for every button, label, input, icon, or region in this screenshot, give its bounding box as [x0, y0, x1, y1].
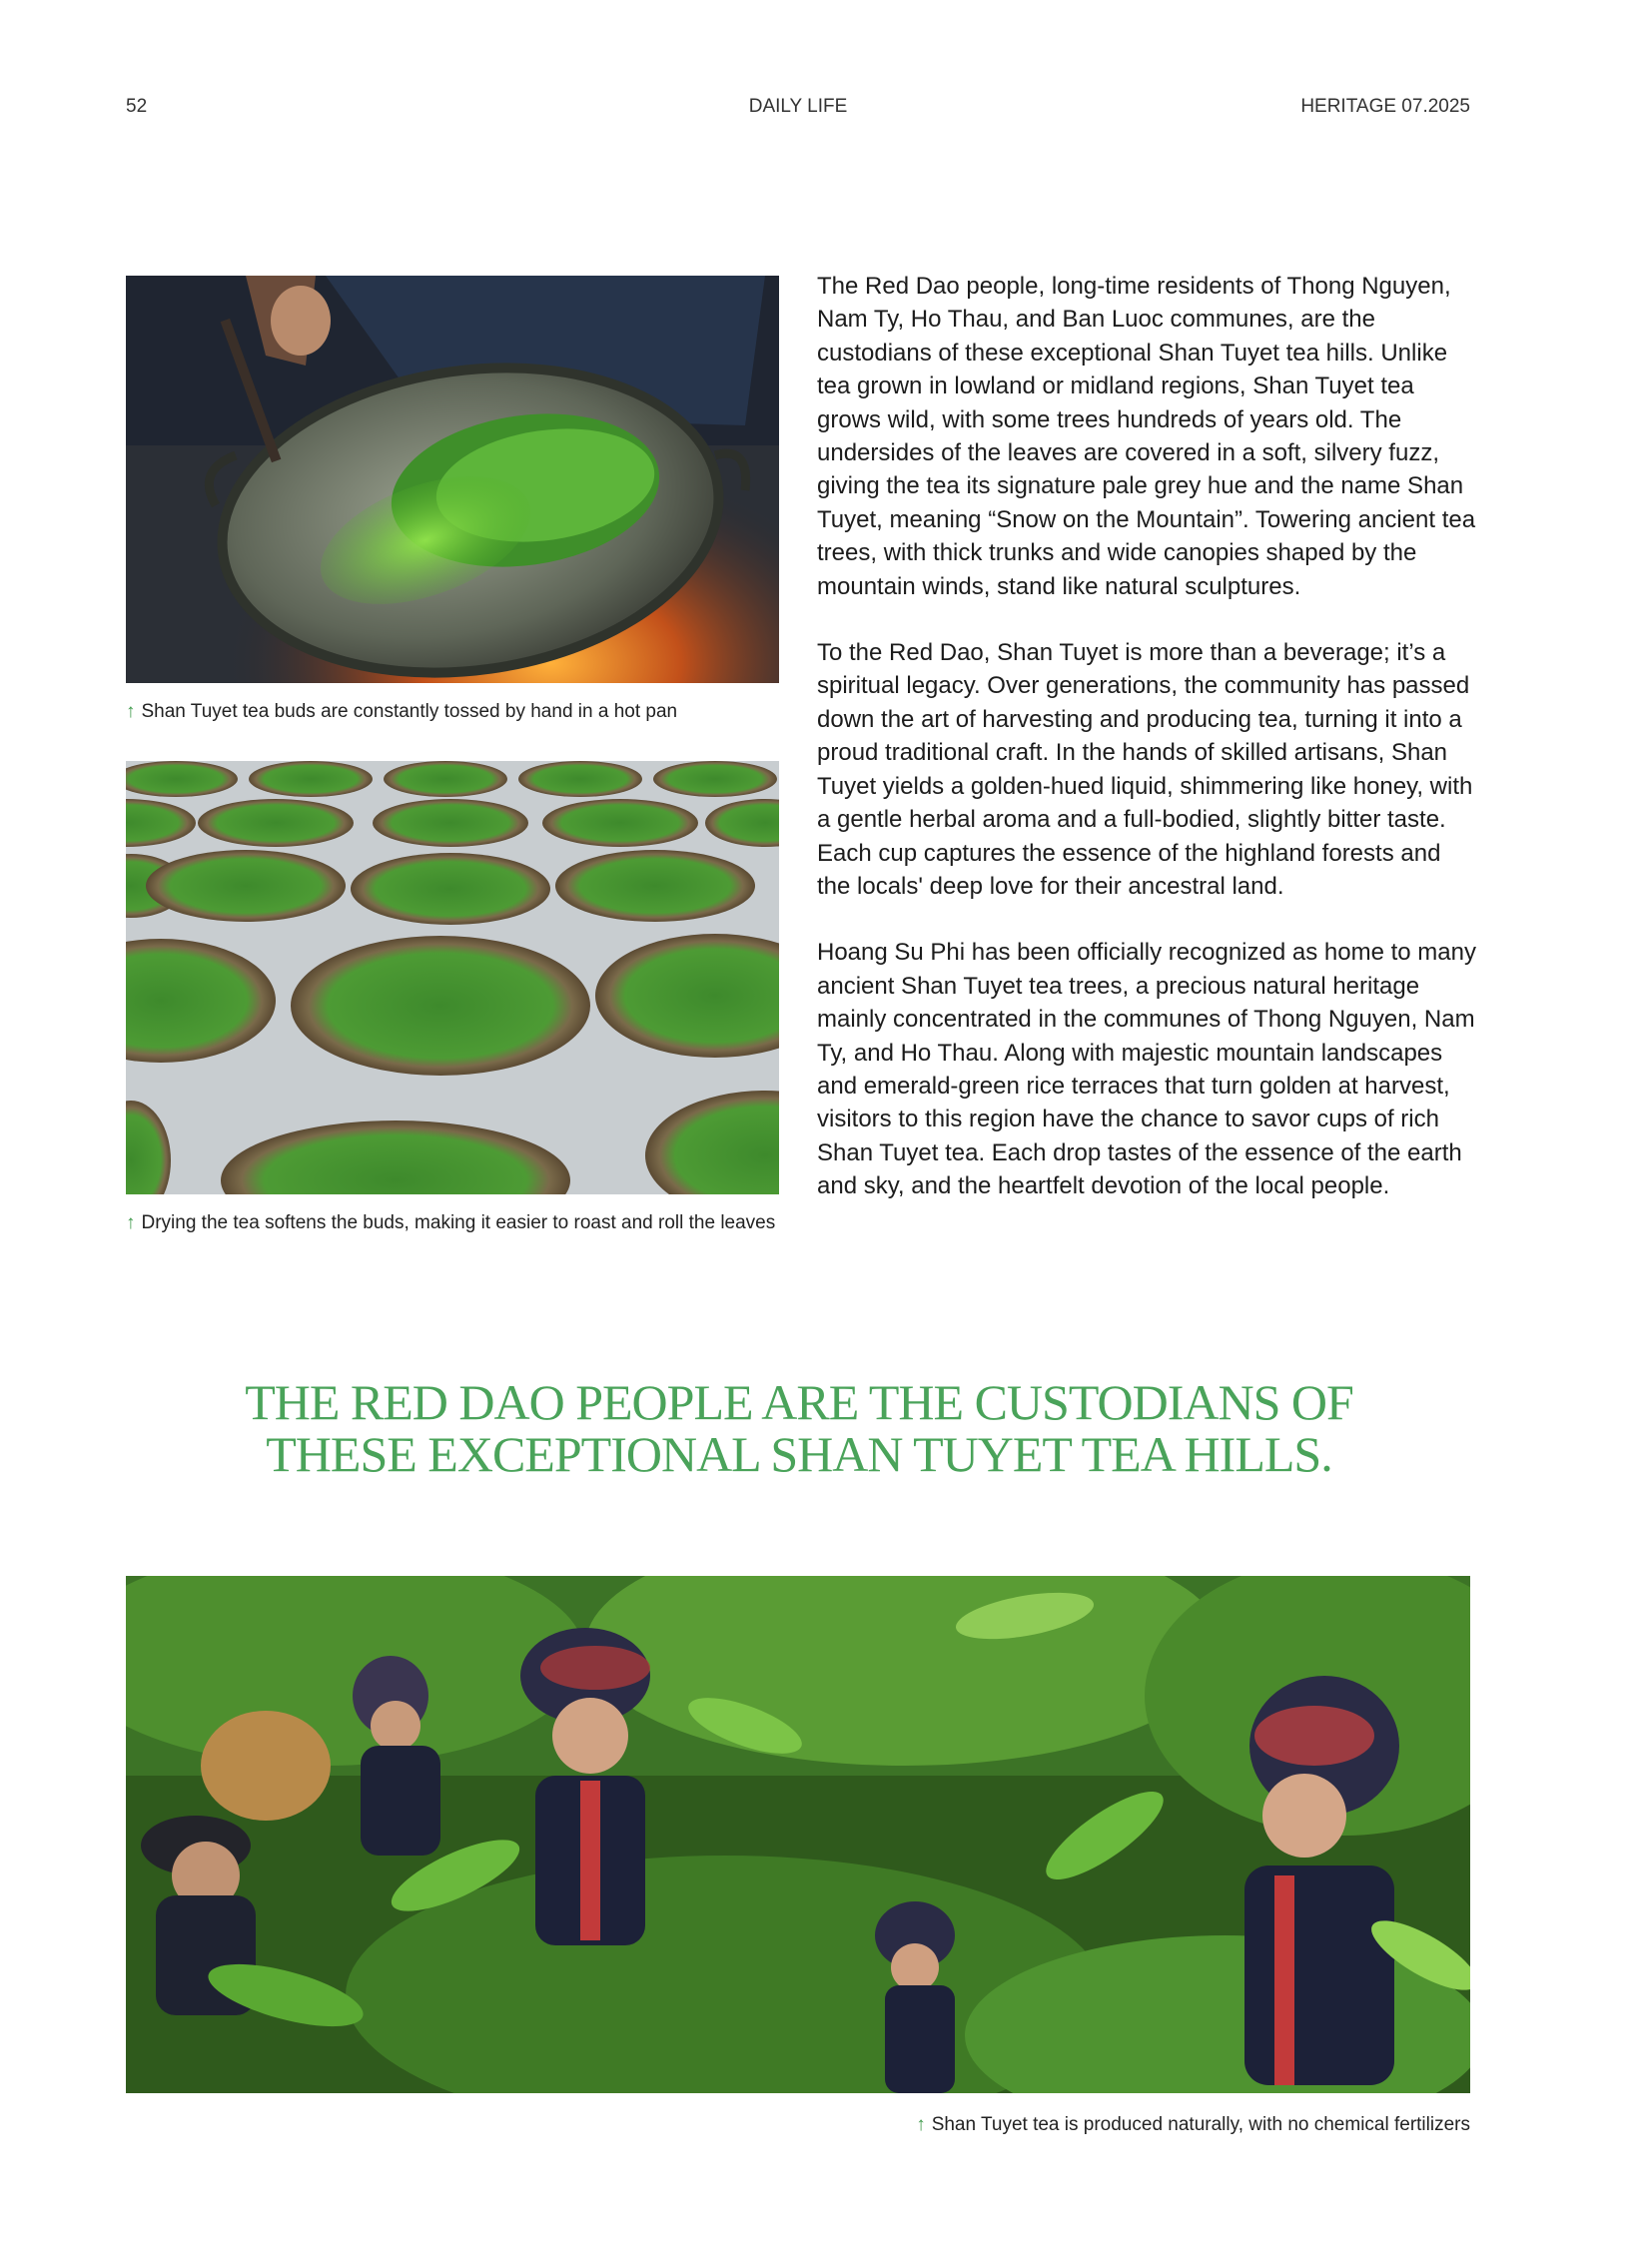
caption-tea-pan: ↑ Shan Tuyet tea buds are constantly tossed by hand in a hot pan — [126, 701, 678, 722]
photo-tea-pickers — [126, 1576, 1470, 2093]
pull-quote — [200, 1376, 1398, 1480]
photo-tea-pan — [126, 276, 779, 683]
article-body — [817, 270, 1476, 1236]
arrow-up-icon: ↑ — [916, 2114, 926, 2135]
arrow-up-icon: ↑ — [126, 1212, 136, 1233]
article-paragraph: The Red Dao people, long-time residents of Thong Nguyen, Nam Ty, Ho Thau, and Ban Luoc communes, are the custodians of these exceptional Shan Tuyet tea hills. Unlike tea grown in lowland or midland regions, Shan Tuyet tea grows wild, with some trees hundreds of years old. The undersides of the leaves are covered in a soft, silvery fuzz, giving the tea its signature pale grey hue and the name Shan Tuyet, meaning “Snow on the Mountain”. Towering ancient tea trees, with thick trunks and wide canopies shaped by the mountain winds, stand like natural sculptures. — [817, 273, 1476, 600]
article-paragraph: Hoang Su Phi has been officially recognized as home to many ancient Shan Tuyet tea trees, a precious natural heritage mainly concentrated in the communes of Thong Nguyen, Nam Ty, and Ho Thau. Along with majestic mountain landscapes and emerald-green rice terraces that turn golden at harvest, visitors to this region have the chance to savor cups of rich Shan Tuyet tea. Each drop tastes of the essence of the earth and sky, and the heartfelt devotion of the local people. — [817, 939, 1476, 1200]
caption-tea-pickers: ↑ Shan Tuyet tea is produced naturally, with no chemical fertilizers — [916, 2114, 1470, 2135]
section-title: DAILY LIFE — [748, 96, 848, 117]
caption-drying-trays: ↑ Drying the tea softens the buds, making it easier to roast and roll the leaves — [126, 1212, 776, 1233]
photo-drying-trays — [126, 761, 779, 1194]
issue-label: HERITAGE 07.2025 — [1300, 96, 1470, 117]
page-number: 52 — [126, 96, 148, 117]
pull-quote-line: THESE EXCEPTIONAL SHAN TUYET TEA HILLS. — [266, 1426, 1332, 1482]
arrow-up-icon: ↑ — [126, 701, 136, 722]
page-header — [126, 96, 1470, 120]
pull-quote-line: THE RED DAO PEOPLE ARE THE CUSTODIANS OF — [245, 1374, 1353, 1430]
article-paragraph: To the Red Dao, Shan Tuyet is more than a beverage; it’s a spiritual legacy. Over generations, the community has passed down the art of harvesting and producing tea, turning it into a proud traditional craft. In the hands of skilled artisans, Shan Tuyet yields a golden-hued liquid, shimmering like honey, with a gentle herbal aroma and a full-bodied, slightly bitter taste. Each cup captures the essence of the highland forests and the locals' deep love for their ancestral land. — [817, 639, 1473, 900]
